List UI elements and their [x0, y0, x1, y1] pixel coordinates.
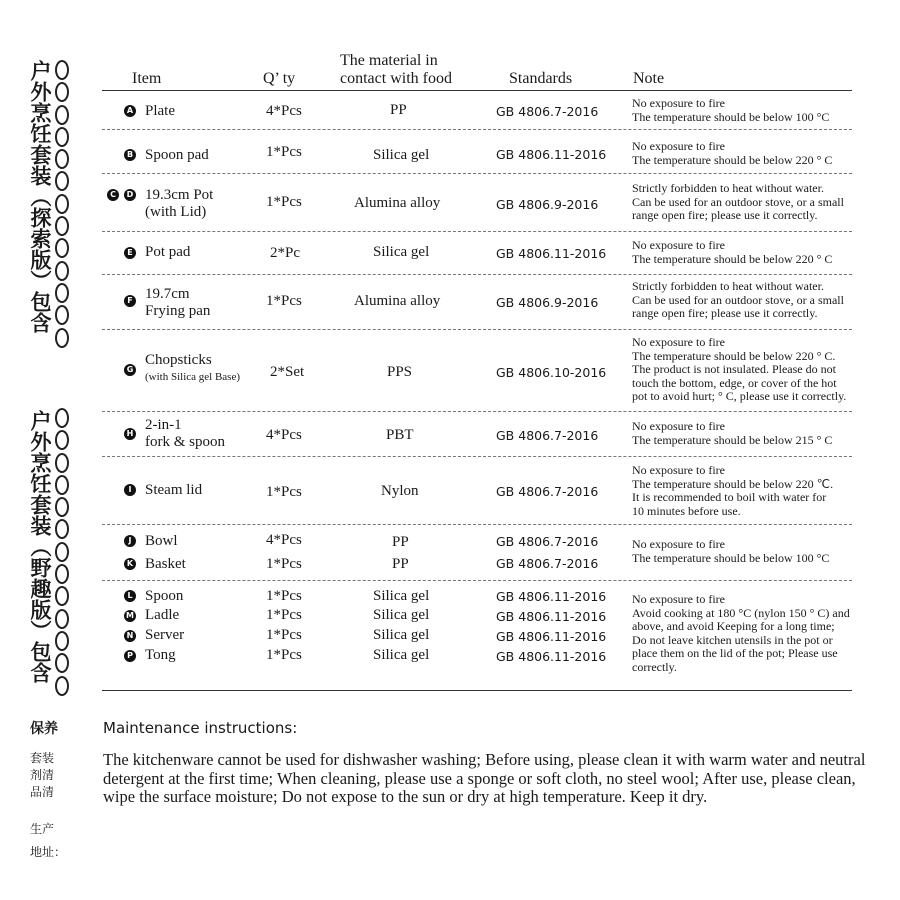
item-name-line2: (with Silica gel Base) — [145, 371, 241, 383]
maintenance-title: Maintenance instructions: — [103, 719, 298, 737]
item-note: No exposure to fire The temperature should be below 100 °C — [632, 537, 830, 565]
binding-ring — [55, 676, 69, 696]
item-note: No exposure to fire The temperature should be below 215 ° C — [632, 419, 833, 447]
item-material: Nylon — [381, 483, 419, 499]
item-badge-l: L — [124, 590, 136, 602]
item-name: 19.3cm Pot — [145, 187, 214, 203]
item-name: Server — [145, 627, 185, 643]
item-name-line2: Frying pan — [145, 303, 211, 319]
binding-ring — [55, 216, 69, 236]
item-material: PBT — [386, 427, 414, 443]
item-material: Silica gel — [373, 147, 430, 163]
binding-ring — [55, 586, 69, 606]
item-qty: 2*Set — [270, 364, 305, 380]
item-standard: GB 4806.7-2016 — [496, 428, 599, 443]
item-material: PP — [390, 102, 407, 118]
item-standard: GB 4806.9-2016 — [496, 295, 599, 310]
item-badge-h: H — [124, 428, 136, 440]
item-name: Ladle — [145, 607, 180, 623]
header-standards: Standards — [509, 70, 573, 87]
item-standard: GB 4806.10-2016 — [496, 365, 607, 380]
item-badge-g: G — [124, 364, 136, 376]
header-material-line2: contact with food — [340, 70, 452, 87]
item-standard: GB 4806.11-2016 — [496, 589, 607, 604]
binding-ring — [55, 105, 69, 125]
item-name: Bowl — [145, 533, 178, 549]
item-qty: 1*Pcs — [266, 627, 302, 643]
item-badge-b: B — [124, 149, 136, 161]
item-name: Spoon — [145, 588, 184, 604]
binding-ring — [55, 60, 69, 80]
item-standard: GB 4806.11-2016 — [496, 629, 607, 644]
item-standard: GB 4806.7-2016 — [496, 556, 599, 571]
item-badge-i: I — [124, 484, 136, 496]
item-standard: GB 4806.11-2016 — [496, 609, 607, 624]
binding-ring — [55, 261, 69, 281]
left-cut-text-1: 保养 — [30, 721, 58, 737]
item-badge-a: A — [124, 105, 136, 117]
item-note: Strictly forbidden to heat without water. Can be used for an outdoor stove, or a small range open fire; please use it correctly. — [632, 181, 844, 223]
item-note: No exposure to fire The temperature should be below 220 ℃. It is recommended to boil with water for 10 minutes before use. — [632, 463, 834, 518]
binding-ring — [55, 564, 69, 584]
binding-ring — [55, 149, 69, 169]
item-material: Alumina alloy — [354, 195, 441, 211]
item-note: No exposure to fire The temperature should be below 220 ° C. The product is not insulated. Please do not touch the bottom, edge, or cover of the hot pot to avoid hurt; ° C, please use it correctly. — [632, 335, 847, 404]
binding-ring — [55, 305, 69, 325]
header-material-line1: The material in — [340, 52, 438, 69]
item-note: No exposure to fire The temperature should be below 220 ° C — [632, 238, 833, 266]
item-name: Tong — [145, 647, 176, 663]
left-cut-text-6: 地址： — [30, 845, 67, 859]
item-standard: GB 4806.11-2016 — [496, 649, 607, 664]
binding-ring — [55, 194, 69, 214]
item-name-line2: (with Lid) — [145, 204, 207, 220]
item-standard: GB 4806.7-2016 — [496, 534, 599, 549]
row-divider — [102, 231, 852, 232]
item-material: Alumina alloy — [354, 293, 441, 309]
item-name: Chopsticks — [145, 352, 212, 368]
table-top-rule — [102, 90, 852, 91]
item-name: Spoon pad — [145, 147, 209, 163]
item-badge-e: E — [124, 247, 136, 259]
item-name: Plate — [145, 103, 175, 119]
item-standard: GB 4806.11-2016 — [496, 246, 607, 261]
binding-ring — [55, 430, 69, 450]
binding-ring — [55, 475, 69, 495]
row-divider — [102, 274, 852, 275]
binding-ring — [55, 519, 69, 539]
binding-ring — [55, 453, 69, 473]
item-badge-p: P — [124, 650, 136, 662]
item-note: No exposure to fire The temperature should be below 100 °C — [632, 96, 830, 124]
item-material: Silica gel — [373, 627, 430, 643]
item-badge-d: D — [124, 189, 136, 201]
maintenance-body: The kitchenware cannot be used for dishwasher washing; Before using, please clean it with warm water and neutral detergent at the first time; When cleaning, please use a sponge or soft cloth, no steel wool; After use, please clean, wipe the surface moisture; Do not expose to the sun or dry at high temperature. Keep it dry. — [103, 750, 866, 806]
item-material: PPS — [387, 364, 413, 380]
item-badge-k: K — [124, 558, 136, 570]
item-qty: 1*Pcs — [266, 144, 302, 160]
binding-ring — [55, 497, 69, 517]
binding-ring — [55, 609, 69, 629]
binding-ring — [55, 631, 69, 651]
item-qty: 4*Pcs — [266, 427, 302, 443]
binding-rings-bottom — [55, 408, 65, 698]
item-badge-j: J — [124, 535, 136, 547]
item-qty: 1*Pcs — [266, 588, 302, 604]
left-cut-text-5: 生产 — [30, 822, 55, 836]
item-qty: 2*Pc — [270, 245, 300, 261]
binding-ring — [55, 127, 69, 147]
row-divider — [102, 129, 852, 130]
item-material: Silica gel — [373, 244, 430, 260]
item-qty: 1*Pcs — [266, 556, 302, 572]
item-qty: 1*Pcs — [266, 484, 302, 500]
row-divider — [102, 524, 852, 525]
item-material: PP — [392, 556, 409, 572]
left-title-explore: 户外烹饪套装（探索版）包含 — [28, 60, 52, 333]
row-divider — [102, 580, 852, 581]
item-material: Silica gel — [373, 588, 430, 604]
left-title-wild: 户外烹饪套装（野趣版）包含 — [28, 410, 52, 683]
header-note: Note — [633, 70, 665, 87]
item-standard: GB 4806.7-2016 — [496, 104, 599, 119]
item-name: 19.7cm — [145, 286, 190, 302]
item-note: No exposure to fire The temperature should be below 220 ° C — [632, 139, 833, 167]
binding-ring — [55, 328, 69, 348]
item-name: Pot pad — [145, 244, 191, 260]
item-qty: 1*Pcs — [266, 647, 302, 663]
binding-ring — [55, 408, 69, 428]
table-bottom-rule — [102, 690, 852, 691]
binding-ring — [55, 238, 69, 258]
item-name: Steam lid — [145, 482, 203, 498]
item-badge-c: C — [107, 189, 119, 201]
row-divider — [102, 173, 852, 174]
item-name-line2: fork & spoon — [145, 434, 225, 450]
header-item: Item — [132, 70, 162, 87]
item-material: PP — [392, 534, 409, 550]
item-badge-f: F — [124, 295, 136, 307]
item-material: Silica gel — [373, 647, 430, 663]
item-name: Basket — [145, 556, 186, 572]
item-material: Silica gel — [373, 607, 430, 623]
binding-ring — [55, 171, 69, 191]
item-standard: GB 4806.11-2016 — [496, 147, 607, 162]
left-cut-text-3: 剂清 — [30, 768, 55, 782]
left-cut-text-4: 品清 — [30, 785, 55, 799]
row-divider — [102, 329, 852, 330]
item-badge-m: M — [124, 610, 136, 622]
header-qty: Q’ ty — [263, 70, 296, 87]
binding-ring — [55, 653, 69, 673]
binding-ring — [55, 283, 69, 303]
row-divider — [102, 411, 852, 412]
item-qty: 4*Pcs — [266, 532, 302, 548]
item-badge-n: N — [124, 630, 136, 642]
binding-ring — [55, 542, 69, 562]
item-standard: GB 4806.9-2016 — [496, 197, 599, 212]
item-qty: 1*Pcs — [266, 293, 302, 309]
item-note: Strictly forbidden to heat without water. Can be used for an outdoor stove, or a small range open fire; please use it correctly. — [632, 279, 844, 321]
binding-ring — [55, 82, 69, 102]
item-qty: 4*Pcs — [266, 103, 302, 119]
item-note: No exposure to fire Avoid cooking at 180 °C (nylon 150 ° C) and above, and avoid Keeping for a long time; Do not leave kitchen utensils in the pot or place them on the lid of the pot; Please use correctly. — [632, 592, 850, 674]
row-divider — [102, 456, 852, 457]
item-qty: 1*Pcs — [266, 194, 302, 210]
left-cut-text-2: 套装 — [30, 751, 55, 765]
item-standard: GB 4806.7-2016 — [496, 484, 599, 499]
item-qty: 1*Pcs — [266, 607, 302, 623]
binding-rings-top — [55, 60, 65, 350]
item-name: 2-in-1 — [145, 417, 182, 433]
